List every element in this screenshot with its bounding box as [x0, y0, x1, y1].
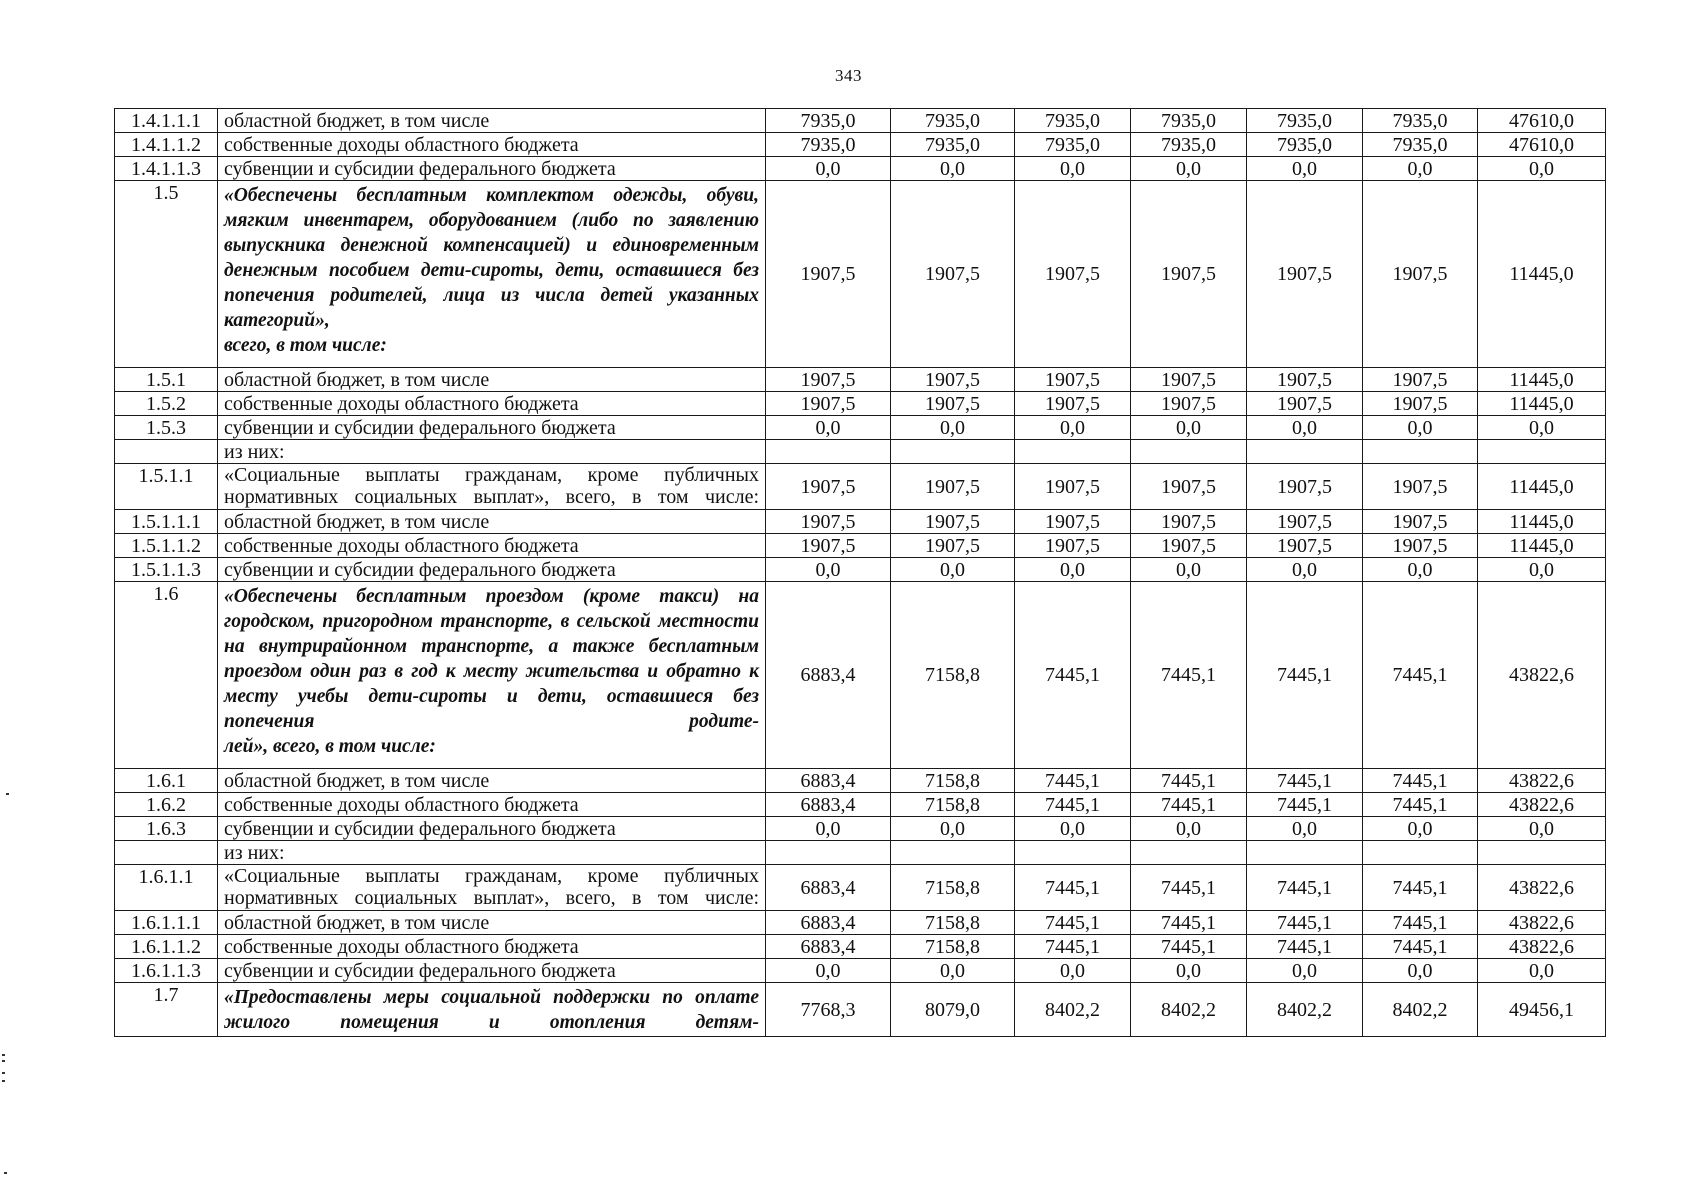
row-name-text: «Предоставлены меры социальной поддержки по оплате жилого помещения и отопления детям- [224, 987, 759, 1033]
scan-mark [2, 1054, 5, 1056]
value-cell: 7935,0 [1363, 133, 1478, 157]
table-row [115, 983, 1606, 1037]
value-cell: 7158,8 [891, 769, 1015, 793]
value-cell: 6883,4 [766, 911, 891, 935]
row-name-last-line: лей», всего, в том числе: [224, 736, 436, 757]
value-cell: 1907,5 [1015, 392, 1131, 416]
table-body [115, 109, 1606, 1037]
row-name-text: областной бюджет, в том числе [224, 511, 490, 533]
value-total: 11445,0 [1478, 510, 1606, 534]
value-cell: 7445,1 [1363, 582, 1478, 769]
value-total [1478, 440, 1606, 464]
value-cell: 1907,5 [1131, 510, 1247, 534]
table-row [115, 368, 1606, 392]
value-cell [766, 841, 891, 865]
value-cell: 1907,5 [1363, 181, 1478, 368]
value-cell: 1907,5 [766, 392, 891, 416]
table-row [115, 911, 1606, 935]
table-row [115, 440, 1606, 464]
row-name-text: субвенции и субсидии федерального бюджета [224, 417, 616, 439]
value-total: 0,0 [1478, 416, 1606, 440]
row-name [218, 911, 766, 935]
value-cell: 1907,5 [1247, 534, 1363, 558]
row-name [218, 392, 766, 416]
row-name-text: областной бюджет, в том числе [224, 770, 490, 792]
row-code [115, 440, 218, 464]
value-total: 0,0 [1478, 817, 1606, 841]
value-total: 43822,6 [1478, 769, 1606, 793]
row-name [218, 510, 766, 534]
row-code: 1.5.1 [115, 368, 218, 392]
value-cell: 0,0 [1131, 959, 1247, 983]
value-cell: 7445,1 [1363, 769, 1478, 793]
row-name-text: собственные доходы областного бюджета [224, 535, 579, 557]
value-cell [891, 440, 1015, 464]
value-cell: 0,0 [1363, 959, 1478, 983]
table-row [115, 769, 1606, 793]
table-row [115, 181, 1606, 368]
value-cell: 0,0 [1131, 558, 1247, 582]
value-cell: 1907,5 [1131, 392, 1247, 416]
row-name [218, 109, 766, 133]
value-cell: 7445,1 [1131, 582, 1247, 769]
value-total: 43822,6 [1478, 935, 1606, 959]
value-cell: 7158,8 [891, 935, 1015, 959]
row-name-text: «Социальные выплаты гражданам, кроме публичных нормативных социальных выплат», всего, в том числе: [224, 464, 759, 508]
row-code: 1.6.3 [115, 817, 218, 841]
value-total: 43822,6 [1478, 865, 1606, 911]
value-cell: 0,0 [766, 416, 891, 440]
budget-table [114, 108, 1606, 1037]
table-row [115, 534, 1606, 558]
row-code: 1.5.1.1.1 [115, 510, 218, 534]
value-cell: 8402,2 [1015, 983, 1131, 1037]
table-row [115, 935, 1606, 959]
value-cell: 0,0 [1015, 157, 1131, 181]
value-cell [891, 841, 1015, 865]
value-cell: 7935,0 [1247, 109, 1363, 133]
row-name [218, 817, 766, 841]
row-code: 1.5.1.1 [115, 464, 218, 510]
row-code [115, 841, 218, 865]
row-name-text: «Обеспечены бесплатным комплектом одежды, обуви, мягким инвентарем, оборудованием (либо по заявлению выпускника денежной компенсацией) и единовременным денежным пособием дети-сироты, дети, оставшиеся без попечения родителей, лица из числа детей указанных категорий», [224, 185, 759, 331]
value-cell: 7445,1 [1015, 793, 1131, 817]
row-name-text: из них: [224, 441, 285, 463]
table-row [115, 133, 1606, 157]
row-code: 1.7 [115, 983, 218, 1037]
value-cell: 1907,5 [1131, 181, 1247, 368]
value-cell [1015, 841, 1131, 865]
value-cell: 7445,1 [1131, 769, 1247, 793]
value-total: 11445,0 [1478, 534, 1606, 558]
value-cell: 7935,0 [891, 109, 1015, 133]
value-cell: 6883,4 [766, 582, 891, 769]
value-cell: 6883,4 [766, 793, 891, 817]
value-cell: 1907,5 [1363, 464, 1478, 510]
value-cell: 8402,2 [1131, 983, 1247, 1037]
value-cell: 7935,0 [891, 133, 1015, 157]
table-row [115, 865, 1606, 911]
value-cell: 1907,5 [1363, 534, 1478, 558]
value-cell: 7158,8 [891, 793, 1015, 817]
row-name-text: областной бюджет, в том числе [224, 912, 490, 934]
row-name [218, 841, 766, 865]
value-cell: 8079,0 [891, 983, 1015, 1037]
value-cell: 1907,5 [766, 464, 891, 510]
table-row [115, 157, 1606, 181]
value-cell: 7445,1 [1247, 865, 1363, 911]
row-name-text: субвенции и субсидии федерального бюджета [224, 559, 616, 581]
value-cell: 0,0 [1247, 157, 1363, 181]
value-cell: 7445,1 [1363, 911, 1478, 935]
value-cell: 1907,5 [891, 181, 1015, 368]
row-name-text: субвенции и субсидии федерального бюджета [224, 960, 616, 982]
row-name [218, 534, 766, 558]
row-name [218, 558, 766, 582]
value-cell: 1907,5 [1363, 510, 1478, 534]
value-cell: 1907,5 [1015, 534, 1131, 558]
value-total: 47610,0 [1478, 133, 1606, 157]
value-cell: 0,0 [1015, 558, 1131, 582]
value-cell: 7935,0 [1247, 133, 1363, 157]
value-cell: 7445,1 [1015, 769, 1131, 793]
row-code: 1.5.1.1.3 [115, 558, 218, 582]
value-cell: 0,0 [1363, 157, 1478, 181]
value-cell: 0,0 [766, 959, 891, 983]
row-name [218, 368, 766, 392]
value-cell: 1907,5 [1131, 534, 1247, 558]
value-total: 11445,0 [1478, 464, 1606, 510]
row-code: 1.4.1.1.2 [115, 133, 218, 157]
value-cell: 7445,1 [1131, 911, 1247, 935]
table-row [115, 558, 1606, 582]
value-cell: 7445,1 [1247, 793, 1363, 817]
row-code: 1.5 [115, 181, 218, 368]
value-total: 0,0 [1478, 558, 1606, 582]
table-row [115, 392, 1606, 416]
value-cell: 0,0 [1015, 959, 1131, 983]
value-cell: 0,0 [1247, 416, 1363, 440]
value-cell: 1907,5 [1015, 181, 1131, 368]
row-name [218, 865, 766, 911]
row-name-text: собственные доходы областного бюджета [224, 936, 579, 958]
value-cell: 1907,5 [1363, 368, 1478, 392]
value-cell: 7445,1 [1363, 935, 1478, 959]
value-total: 49456,1 [1478, 983, 1606, 1037]
value-total: 43822,6 [1478, 582, 1606, 769]
value-cell: 0,0 [1247, 817, 1363, 841]
value-total: 47610,0 [1478, 109, 1606, 133]
value-cell: 7445,1 [1131, 865, 1247, 911]
value-cell [1247, 841, 1363, 865]
value-cell: 1907,5 [1247, 181, 1363, 368]
value-cell [1247, 440, 1363, 464]
value-cell: 0,0 [1131, 416, 1247, 440]
table-row [115, 817, 1606, 841]
row-name-text: собственные доходы областного бюджета [224, 393, 579, 415]
value-total: 43822,6 [1478, 911, 1606, 935]
value-cell: 7445,1 [1247, 935, 1363, 959]
value-cell: 0,0 [891, 157, 1015, 181]
value-cell: 7445,1 [1363, 793, 1478, 817]
row-code: 1.4.1.1.1 [115, 109, 218, 133]
row-name-text: областной бюджет, в том числе [224, 369, 490, 391]
value-cell: 0,0 [766, 157, 891, 181]
value-cell [1131, 841, 1247, 865]
value-cell: 7445,1 [1247, 769, 1363, 793]
table-row [115, 959, 1606, 983]
row-name-text: собственные доходы областного бюджета [224, 134, 579, 156]
value-cell: 1907,5 [1015, 368, 1131, 392]
value-cell: 1907,5 [1247, 464, 1363, 510]
value-cell [1015, 440, 1131, 464]
row-name [218, 935, 766, 959]
scan-mark [2, 1060, 5, 1062]
value-cell: 7158,8 [891, 865, 1015, 911]
value-cell: 1907,5 [1015, 464, 1131, 510]
row-code: 1.4.1.1.3 [115, 157, 218, 181]
value-cell: 1907,5 [766, 534, 891, 558]
value-cell: 6883,4 [766, 935, 891, 959]
value-cell: 1907,5 [891, 464, 1015, 510]
row-name-text: «Обеспечены бесплатным проездом (кроме такси) на городском, пригородном транспорте, в сельской местности на внутрирайонном транспорте, а также бесплатным проездом один раз в год к месту жительства и обратно к месту учебы дети-сироты и дети, оставшиеся без попечения родите- [224, 586, 759, 732]
value-cell: 0,0 [891, 558, 1015, 582]
value-total: 0,0 [1478, 157, 1606, 181]
row-name [218, 793, 766, 817]
value-cell: 7935,0 [1363, 109, 1478, 133]
value-cell: 7445,1 [1015, 865, 1131, 911]
value-cell: 7445,1 [1247, 582, 1363, 769]
row-code: 1.6.2 [115, 793, 218, 817]
value-cell [1131, 440, 1247, 464]
row-name [218, 440, 766, 464]
value-cell: 6883,4 [766, 865, 891, 911]
value-cell: 0,0 [766, 558, 891, 582]
row-code: 1.6 [115, 582, 218, 769]
value-total: 0,0 [1478, 959, 1606, 983]
table-row [115, 582, 1606, 769]
scan-mark [2, 1080, 5, 1082]
table-row [115, 109, 1606, 133]
value-cell: 0,0 [1247, 959, 1363, 983]
value-cell: 7935,0 [1015, 133, 1131, 157]
value-cell: 1907,5 [891, 510, 1015, 534]
value-cell: 0,0 [1363, 416, 1478, 440]
page-number: 343 [835, 66, 862, 85]
value-cell [766, 440, 891, 464]
value-cell: 8402,2 [1363, 983, 1478, 1037]
value-cell: 1907,5 [766, 510, 891, 534]
value-cell: 1907,5 [1363, 392, 1478, 416]
value-cell: 0,0 [891, 959, 1015, 983]
row-code: 1.6.1.1 [115, 865, 218, 911]
value-cell: 7935,0 [1015, 109, 1131, 133]
row-code: 1.6.1 [115, 769, 218, 793]
value-cell: 0,0 [891, 817, 1015, 841]
value-cell: 1907,5 [1247, 392, 1363, 416]
row-name-text: субвенции и субсидии федерального бюджета [224, 158, 616, 180]
value-cell: 7158,8 [891, 911, 1015, 935]
value-cell: 0,0 [766, 817, 891, 841]
table-row [115, 464, 1606, 510]
value-cell: 1907,5 [891, 368, 1015, 392]
row-name [218, 582, 766, 769]
row-name-text: субвенции и субсидии федерального бюджета [224, 818, 616, 840]
value-cell: 0,0 [1015, 416, 1131, 440]
value-total: 43822,6 [1478, 793, 1606, 817]
value-cell: 7445,1 [1015, 582, 1131, 769]
value-cell [1363, 841, 1478, 865]
row-name-last-line: всего, в том числе: [224, 335, 387, 356]
value-cell [1363, 440, 1478, 464]
table-row [115, 841, 1606, 865]
table-row [115, 416, 1606, 440]
table-row [115, 793, 1606, 817]
row-name-text: собственные доходы областного бюджета [224, 794, 579, 816]
value-cell: 8402,2 [1247, 983, 1363, 1037]
row-code: 1.5.3 [115, 416, 218, 440]
value-cell: 7445,1 [1363, 865, 1478, 911]
value-total: 11445,0 [1478, 392, 1606, 416]
row-name [218, 983, 766, 1037]
value-cell: 1907,5 [1247, 510, 1363, 534]
scan-mark [6, 793, 9, 795]
value-cell: 0,0 [1363, 817, 1478, 841]
value-cell: 1907,5 [1015, 510, 1131, 534]
value-cell: 7445,1 [1131, 793, 1247, 817]
row-name [218, 959, 766, 983]
value-cell: 1907,5 [891, 392, 1015, 416]
value-total [1478, 841, 1606, 865]
value-cell: 6883,4 [766, 769, 891, 793]
value-total: 11445,0 [1478, 368, 1606, 392]
row-name-text: областной бюджет, в том числе [224, 110, 490, 132]
row-name [218, 157, 766, 181]
row-name [218, 464, 766, 510]
value-cell: 7768,3 [766, 983, 891, 1037]
table-row [115, 510, 1606, 534]
row-code: 1.6.1.1.1 [115, 911, 218, 935]
value-cell: 7445,1 [1015, 911, 1131, 935]
value-cell: 1907,5 [1247, 368, 1363, 392]
value-cell: 7935,0 [766, 133, 891, 157]
value-total: 11445,0 [1478, 181, 1606, 368]
value-cell: 1907,5 [766, 368, 891, 392]
value-cell: 7445,1 [1131, 935, 1247, 959]
value-cell: 1907,5 [1131, 368, 1247, 392]
value-cell: 0,0 [891, 416, 1015, 440]
row-name-text: «Социальные выплаты гражданам, кроме публичных нормативных социальных выплат», всего, в том числе: [224, 865, 759, 909]
value-cell: 1907,5 [1131, 464, 1247, 510]
value-cell: 0,0 [1131, 817, 1247, 841]
row-name-text: из них: [224, 842, 285, 864]
row-name [218, 416, 766, 440]
value-cell: 0,0 [1247, 558, 1363, 582]
value-cell: 7445,1 [1015, 935, 1131, 959]
scan-mark [4, 1172, 7, 1174]
row-name [218, 769, 766, 793]
row-name [218, 181, 766, 368]
row-code: 1.5.1.1.2 [115, 534, 218, 558]
scan-mark [2, 1072, 5, 1074]
value-cell: 7935,0 [766, 109, 891, 133]
row-code: 1.5.2 [115, 392, 218, 416]
value-cell: 7445,1 [1247, 911, 1363, 935]
value-cell: 7935,0 [1131, 109, 1247, 133]
value-cell: 0,0 [1015, 817, 1131, 841]
row-code: 1.6.1.1.3 [115, 959, 218, 983]
value-cell: 0,0 [1363, 558, 1478, 582]
row-name [218, 133, 766, 157]
value-cell: 1907,5 [891, 534, 1015, 558]
row-code: 1.6.1.1.2 [115, 935, 218, 959]
value-cell: 7158,8 [891, 582, 1015, 769]
value-cell: 0,0 [1131, 157, 1247, 181]
value-cell: 7935,0 [1131, 133, 1247, 157]
value-cell: 1907,5 [766, 181, 891, 368]
